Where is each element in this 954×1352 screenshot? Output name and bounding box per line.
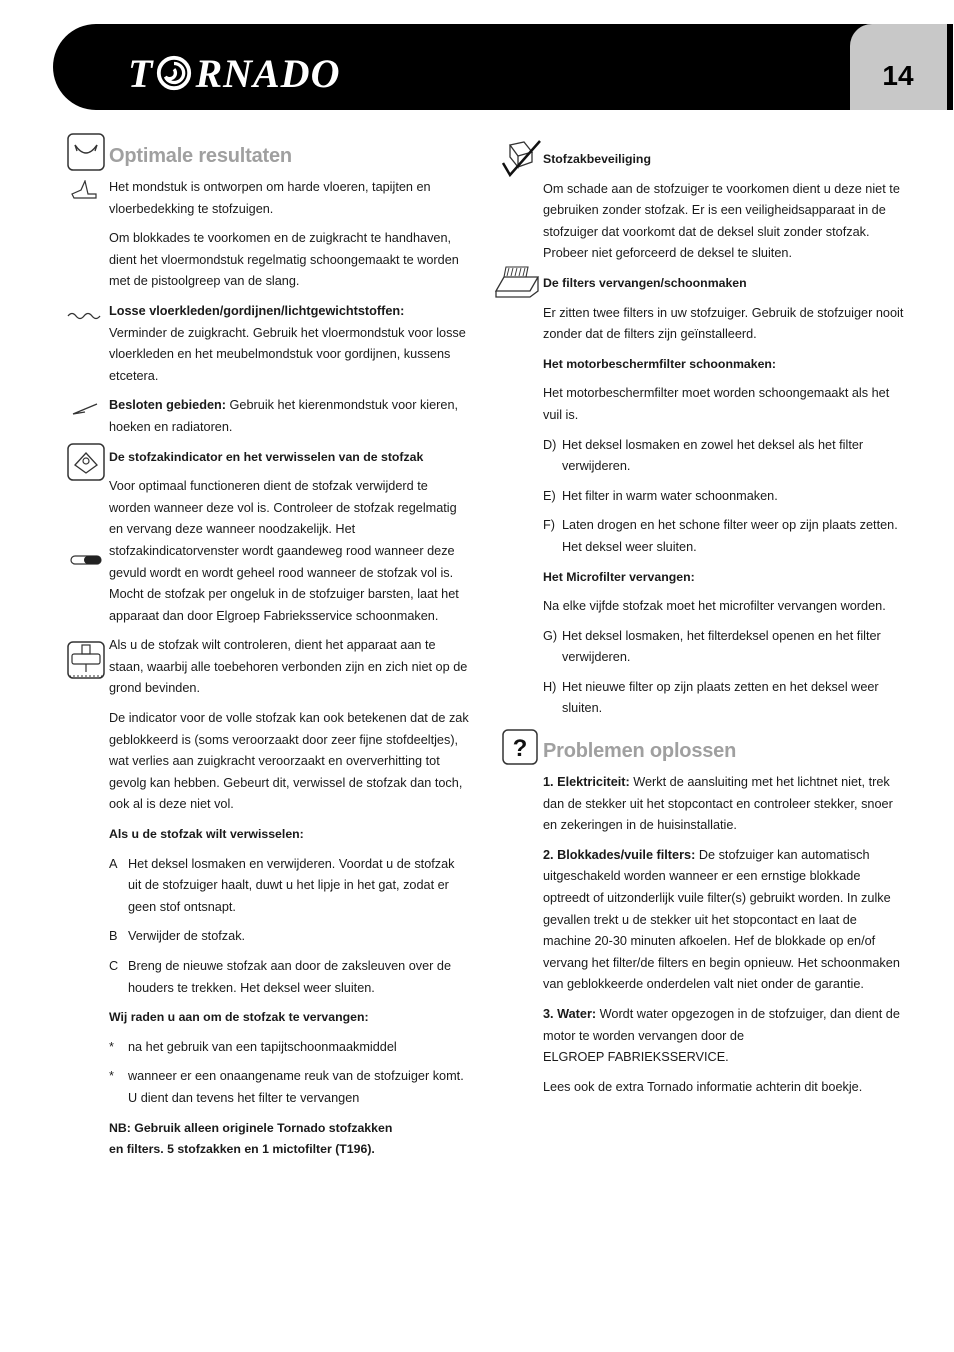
para-rugs [109, 301, 469, 387]
floor-nozzle-icon [70, 180, 98, 200]
list-item: A Het deksel losmaken en verwijderen. Voordat u de stofzak uit de stofzuiger haalt, duwt u het lipje in het gat, zodat er geen stof ontsnapt. [109, 856, 455, 914]
heading-indicator: De stofzakindicator en het verwisselen van de stofzak [109, 449, 424, 464]
list-item: G) Het deksel losmaken, het filterdeksel openen en het filter verwijderen. [543, 628, 881, 665]
para-extra-info: Lees ook de extra Tornado informatie achterin dit boekje. [543, 1079, 863, 1094]
list-item: C Breng de nieuwe stofzak aan door de zaksleuven over de houders te trekken. Het deksel weer sluiten. [109, 959, 452, 995]
note-line-1: NB: Gebruik alleen originele Tornado stofzakken [109, 1120, 393, 1135]
list-item: F) Laten drogen en het schone filter weer op zijn plaats zetten. Het deksel weer sluiten. [543, 518, 898, 554]
para-indicator: Voor optimaal functioneren dient de stofzak verwijderd te worden wanneer deze vol is. Controleer de stofzak regelmatig en vervang deze wanneer noodzakelijk. Het stofzakindicatorvenster wordt gaandeweg rood wanneer deze gevuld wordt en wordt geheel rood wanneer de stofzak vol is. Mocht de stofzak per ongeluk in de stofzuiger barsten, laat het apparaat dan door Elgroep Fabrieksservice schoonmaken. [109, 479, 459, 623]
swirl-icon [155, 54, 193, 92]
results-icon [67, 133, 105, 171]
confined-bold: Besloten gebieden: [109, 398, 227, 413]
section-title-optimal: Optimale resultaten [109, 145, 292, 167]
para-filters: Er zitten twee filters in uw stofzuiger. Gebruik de stofzuiger nooit zonder dat de filters zijn geïnstalleerd. [543, 305, 904, 342]
indicator-window-icon [70, 555, 102, 565]
para-nozzle: Het mondstuk is ontworpen om harde vloeren, tapijten en vloerbedekking te stofzuigen. [109, 180, 431, 216]
confined-text: Gebruik het kierenmondstuk voor kieren, hoeken en radiatoren. [109, 398, 459, 434]
tornado-logo [128, 50, 340, 96]
para-bag-protection: Om schade aan de stofzuiger te voorkomen dient u deze niet te gebruiken zonder stofzak. Er is een veiligheidsapparaat in de stofzuiger dat voorkomt dat de deksel sluit zonder stofzak. Probeer niet geforceerd de deksel te sluiten. [543, 181, 900, 261]
para-blockages: 2. Blokkades/vuile filters: De stofzuiger kan automatisch uitgeschakeld worden wanneer er een ernstige blokkade optreedt of uitzonderlijk vuile filter(s) gebruikt worden. In zulke gevallen trekt u de stekker uit het stopcontact en laat de machine 20-30 minuten afkoelen. Hef de blokkade op en/of vervang het filter/de filters en begin opnieuw. Het schoonmaken van geblokkeerde onderdelen valt niet onder de garantie. [543, 847, 900, 992]
crevice-tool-icon [72, 402, 100, 416]
curtain-icon [67, 310, 103, 322]
para-electricity: 1. Elektriciteit: Werkt de aansluiting met het lichtnet niet, trek dan de stekker uit het stopcontact en controleer stekker, snoer en zekeringen in de huisinstallatie. [543, 775, 893, 833]
list-item: H) Het nieuwe filter op zijn plaats zetten en het deksel weer sluiten. [543, 679, 879, 716]
svg-text:?: ? [512, 735, 528, 762]
heading-filters: De filters vervangen/schoonmaken [543, 275, 747, 290]
dustbag-indicator-icon [67, 443, 105, 481]
para-microfilter: Na elke vijfde stofzak moet het microfilter vervangen worden. [543, 599, 886, 614]
para-check: Als u de stofzak wilt controleren, dient het apparaat aan te staan, waarbij alle toebehoren verbonden zijn en zich niet op de grond bevinden. [109, 638, 468, 696]
heading-motor-filter: Het motorbeschermfilter schoonmaken: [543, 356, 777, 371]
vacuum-upright-icon [67, 641, 105, 679]
logo-letters-rnado: RNADO [195, 50, 341, 96]
question-icon [502, 729, 538, 765]
note-line-2: en filters. 5 stofzakken en 1 mictofilter (T196). [109, 1142, 375, 1157]
page-number: 14 [882, 60, 914, 91]
filter-icon [494, 263, 540, 301]
logo-letter-t: T [128, 50, 154, 96]
list-item: * wanneer er een onaangename reuk van de stofzuiger komt. U dient dan tevens het filter te vervangen [109, 1069, 464, 1105]
para-water: 3. Water: Wordt water opgezogen in de stofzuiger, dan dient de motor te worden vervangen door de ELGROEP FABRIEKSSERVICE. [543, 1007, 900, 1065]
left-column [109, 143, 469, 1169]
bag-protection-icon [500, 139, 542, 179]
heading-replace: Als u de stofzak wilt verwisselen: [109, 827, 304, 842]
right-column [543, 149, 905, 1106]
para-motor-filter: Het motorbeschermfilter moet worden schoongemaakt als het vuil is. [543, 386, 890, 422]
para-blockage: Om blokkades te voorkomen en de zuigkracht te handhaven, dient het vloermondstuk regelmatig schoongemaakt te worden met de pistoolgreep van de slang. [109, 231, 459, 289]
rugs-text: Verminder de zuigkracht. Gebruik het vloermondstuk voor losse vloerkleden en het meubelmondstuk voor gordijnen, kussens etcetera. [109, 325, 466, 383]
heading-advice: Wij raden u aan om de stofzak te vervangen: [109, 1010, 369, 1025]
para-confined [109, 395, 469, 438]
list-item: * na het gebruik van een tapijtschoonmaakmiddel [109, 1039, 397, 1054]
rugs-bold: Losse vloerkleden/gordijnen/lichtgewichtstoffen: [109, 303, 405, 318]
section-title-troubleshooting: Problemen oplossen [543, 740, 737, 763]
heading-bag-protection: Stofzakbeveiliging [543, 152, 651, 166]
list-item: B Verwijder de stofzak. [109, 929, 246, 944]
list-item: D) Het deksel losmaken en zowel het deksel als het filter verwijderen. [543, 437, 864, 474]
list-item: E) Het filter in warm water schoonmaken. [543, 488, 778, 503]
heading-microfilter: Het Microfilter vervangen: [543, 569, 695, 584]
para-full-indicator: De indicator voor de volle stofzak kan ook betekenen dat de zak geblokkeerd is (soms veroorzaakt door zeer fijne stofdeeltjes), wat verlies aan zuigkracht veroorzaakt en oververhitting tot gevolg kan hebben. Gebeurt dit, verwissel de stofzak dan toch, ook al is deze niet vol. [109, 711, 469, 812]
